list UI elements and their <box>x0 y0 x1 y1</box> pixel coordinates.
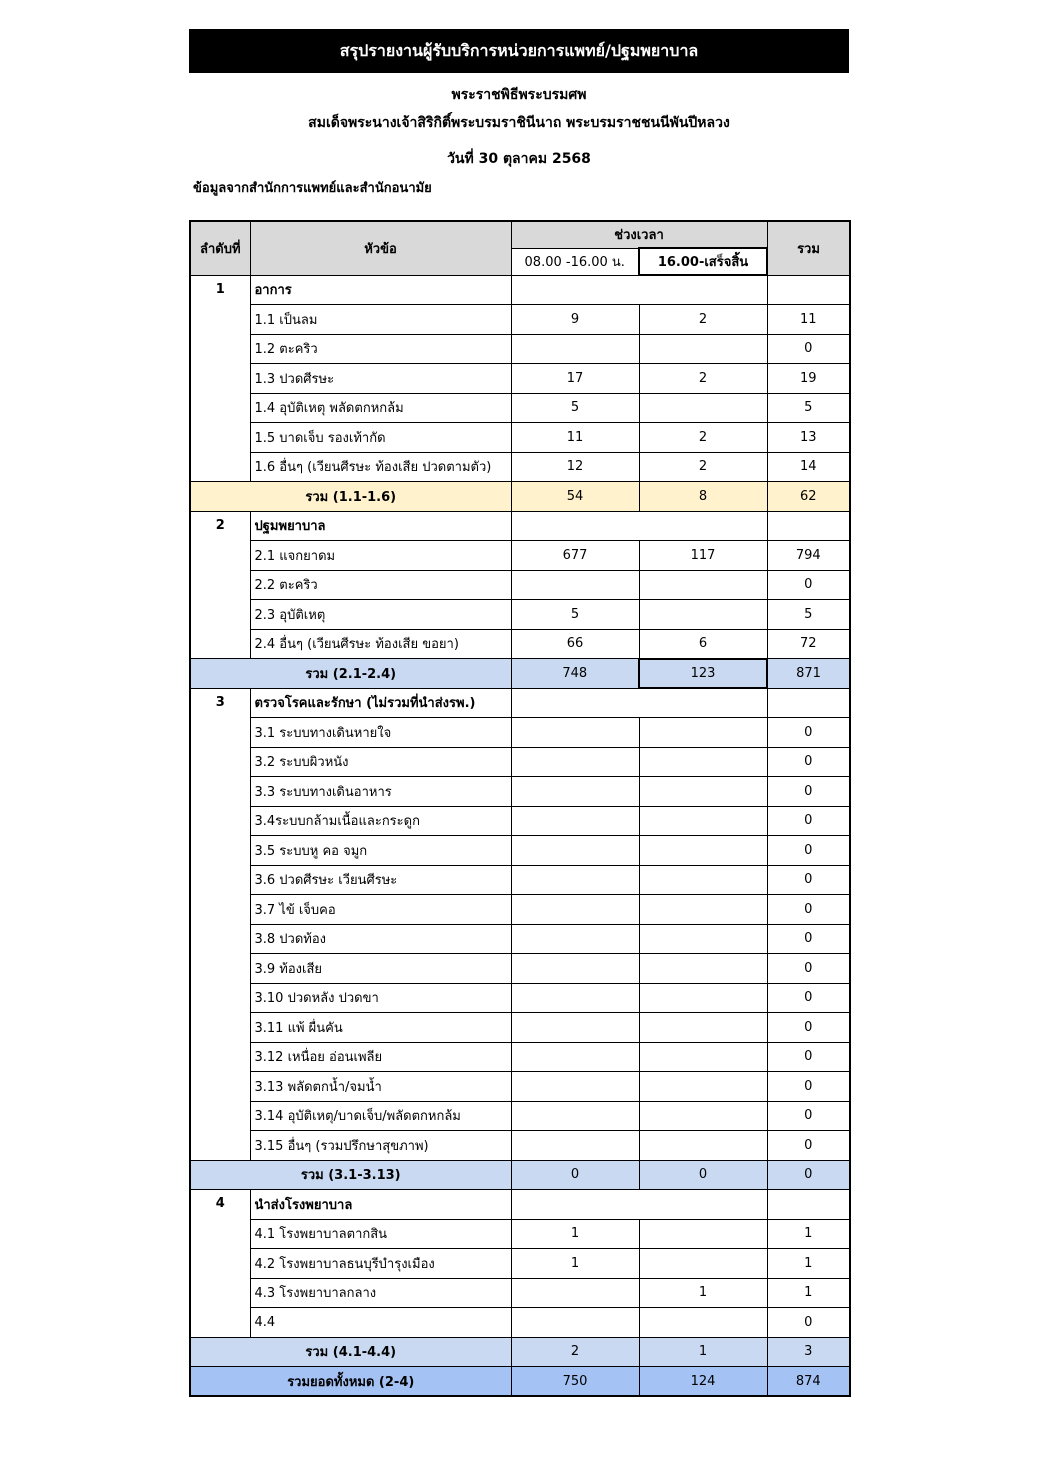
table-row <box>190 1249 850 1279</box>
row-value-day <box>511 1131 639 1161</box>
row-value-total: 0 <box>767 983 850 1013</box>
row-value-total: 13 <box>767 423 850 453</box>
section-sum-row <box>190 1337 850 1367</box>
row-value-day <box>511 895 639 925</box>
row-value-day: 66 <box>511 629 639 659</box>
sum-label: รวม (4.1-4.4) <box>190 1337 511 1367</box>
row-value-day: 5 <box>511 393 639 423</box>
row-value-day <box>511 1072 639 1102</box>
row-value-total: 0 <box>767 1131 850 1161</box>
grand-value-day: 750 <box>511 1367 639 1397</box>
row-value-day: 12 <box>511 452 639 482</box>
section-title: ปฐมพยาบาล <box>250 511 511 541</box>
row-label: 1.5 บาดเจ็บ รองเท้ากัด <box>250 423 511 453</box>
table-row <box>190 629 850 659</box>
table-row <box>190 954 850 984</box>
row-value-evening <box>639 1249 767 1279</box>
row-label: 3.14 อุบัติเหตุ/บาดเจ็บ/พลัดตกหกล้ม <box>250 1101 511 1131</box>
row-value-day <box>511 836 639 866</box>
report-date: วันที่ 30 ตุลาคม 2568 <box>447 151 591 167</box>
row-value-evening <box>639 600 767 630</box>
row-value-day <box>511 570 639 600</box>
table-row <box>190 1072 850 1102</box>
row-label: 3.4ระบบกล้ามเนื้อและกระดูก <box>250 806 511 836</box>
table-row <box>190 1101 850 1131</box>
row-value-day <box>511 1308 639 1338</box>
row-value-evening <box>639 954 767 984</box>
row-value-evening <box>639 1072 767 1102</box>
sum-value-evening: 8 <box>639 482 767 512</box>
table-row <box>190 423 850 453</box>
sum-label: รวม (3.1-3.13) <box>190 1160 511 1190</box>
row-label: 2.3 อุบัติเหตุ <box>250 600 511 630</box>
section-blank <box>511 1190 767 1220</box>
row-value-day <box>511 1013 639 1043</box>
header-period: ช่วงเวลา <box>511 221 767 248</box>
header-total: รวม <box>767 221 850 275</box>
sum-value-day: 54 <box>511 482 639 512</box>
row-label: 1.4 อุบัติเหตุ พลัดตกหกล้ม <box>250 393 511 423</box>
header-period-day: 08.00 -16.00 น. <box>511 248 639 275</box>
row-value-evening: 2 <box>639 423 767 453</box>
report-title: สรุปรายงานผู้รับบริการหน่วยการแพทย์/ปฐมพยาบาล <box>189 29 849 73</box>
row-value-total: 0 <box>767 718 850 748</box>
table-row <box>190 393 850 423</box>
row-value-day: 1 <box>511 1249 639 1279</box>
row-label: 3.1 ระบบทางเดินหายใจ <box>250 718 511 748</box>
row-label: 3.8 ปวดท้อง <box>250 924 511 954</box>
row-value-evening: 6 <box>639 629 767 659</box>
row-value-day <box>511 924 639 954</box>
row-value-total: 0 <box>767 1013 850 1043</box>
row-value-total: 1 <box>767 1219 850 1249</box>
row-label: 3.5 ระบบหู คอ จมูก <box>250 836 511 866</box>
row-value-total: 0 <box>767 1042 850 1072</box>
row-label: 2.4 อื่นๆ (เวียนศีรษะ ท้องเสีย ขอยา) <box>250 629 511 659</box>
sum-value-day: 2 <box>511 1337 639 1367</box>
row-label: 1.3 ปวดศีรษะ <box>250 364 511 394</box>
sum-value-total: 62 <box>767 482 850 512</box>
section-title-row <box>190 511 850 541</box>
table-row <box>190 452 850 482</box>
row-value-evening: 2 <box>639 364 767 394</box>
row-label: 3.13 พลัดตกน้ำ/จมน้ำ <box>250 1072 511 1102</box>
section-blank-total <box>767 275 850 305</box>
row-value-total: 0 <box>767 334 850 364</box>
row-label: 2.2 ตะคริว <box>250 570 511 600</box>
section-sum-row <box>190 482 850 512</box>
sum-value-evening: 1 <box>639 1337 767 1367</box>
grand-value-evening: 124 <box>639 1367 767 1397</box>
row-value-total: 1 <box>767 1249 850 1279</box>
table-row <box>190 895 850 925</box>
sum-value-evening: 0 <box>639 1160 767 1190</box>
ceremony-title: พระราชพิธีพระบรมศพ <box>451 87 587 103</box>
row-value-evening: 2 <box>639 305 767 335</box>
row-value-evening <box>639 924 767 954</box>
section-blank-total <box>767 688 850 718</box>
table-row <box>190 924 850 954</box>
row-value-total: 0 <box>767 747 850 777</box>
header-period-evening: 16.00-เสร็จสิ้น <box>639 248 767 275</box>
grand-total-row <box>190 1367 850 1397</box>
row-value-total: 0 <box>767 806 850 836</box>
table-row <box>190 865 850 895</box>
section-title: นำส่งโรงพยาบาล <box>250 1190 511 1220</box>
row-value-total: 0 <box>767 836 850 866</box>
row-value-evening <box>639 1308 767 1338</box>
row-label: 3.11 แพ้ ผื่นคัน <box>250 1013 511 1043</box>
row-label: 3.6 ปวดศีรษะ เวียนศีรษะ <box>250 865 511 895</box>
row-value-evening <box>639 1101 767 1131</box>
row-value-total: 0 <box>767 1101 850 1131</box>
section-number: 1 <box>190 275 250 482</box>
table-row <box>190 806 850 836</box>
row-label: 4.1 โรงพยาบาลตากสิน <box>250 1219 511 1249</box>
row-label: 3.10 ปวดหลัง ปวดขา <box>250 983 511 1013</box>
row-value-evening <box>639 718 767 748</box>
report-table <box>189 220 851 1397</box>
row-value-total: 72 <box>767 629 850 659</box>
row-value-day: 677 <box>511 541 639 571</box>
table-row <box>190 1308 850 1338</box>
section-title-row <box>190 1190 850 1220</box>
sum-value-evening: 123 <box>639 659 767 689</box>
row-value-evening: 1 <box>639 1278 767 1308</box>
row-value-evening <box>639 1131 767 1161</box>
grand-value-total: 874 <box>767 1367 850 1397</box>
row-value-evening: 117 <box>639 541 767 571</box>
section-number: 3 <box>190 688 250 1160</box>
row-value-evening <box>639 865 767 895</box>
row-value-day <box>511 865 639 895</box>
row-label: 3.7 ไข้ เจ็บคอ <box>250 895 511 925</box>
table-row <box>190 718 850 748</box>
row-label: 3.15 อื่นๆ (รวมปรึกษาสุขภาพ) <box>250 1131 511 1161</box>
row-value-evening <box>639 983 767 1013</box>
row-value-evening <box>639 570 767 600</box>
table-row <box>190 570 850 600</box>
row-value-day: 9 <box>511 305 639 335</box>
header-no: ลำดับที่ <box>190 221 250 275</box>
row-label: 4.4 <box>250 1308 511 1338</box>
row-label: 4.3 โรงพยาบาลกลาง <box>250 1278 511 1308</box>
row-value-day: 11 <box>511 423 639 453</box>
row-label: 3.2 ระบบผิวหนัง <box>250 747 511 777</box>
row-value-total: 0 <box>767 1072 850 1102</box>
sum-label: รวม (1.1-1.6) <box>190 482 511 512</box>
section-blank-total <box>767 511 850 541</box>
report-body <box>190 275 850 1396</box>
grand-label: รวมยอดทั้งหมด (2-4) <box>190 1367 511 1397</box>
sum-value-day: 0 <box>511 1160 639 1190</box>
table-row <box>190 1219 850 1249</box>
table-row <box>190 1278 850 1308</box>
row-value-evening <box>639 1042 767 1072</box>
row-value-total: 5 <box>767 393 850 423</box>
source-note: ข้อมูลจากสำนักการแพทย์และสำนักอนามัย <box>193 181 432 196</box>
section-blank <box>511 275 767 305</box>
sum-value-total: 871 <box>767 659 850 689</box>
table-row <box>190 1013 850 1043</box>
sum-value-total: 0 <box>767 1160 850 1190</box>
row-value-total: 0 <box>767 777 850 807</box>
row-value-day <box>511 983 639 1013</box>
row-value-evening <box>639 393 767 423</box>
row-value-day <box>511 1042 639 1072</box>
row-value-evening <box>639 895 767 925</box>
table-row <box>190 747 850 777</box>
row-value-day <box>511 718 639 748</box>
row-value-total: 0 <box>767 895 850 925</box>
row-label: 4.2 โรงพยาบาลธนบุรีบำรุงเมือง <box>250 1249 511 1279</box>
table-row <box>190 1131 850 1161</box>
section-sum-row <box>190 1160 850 1190</box>
table-row <box>190 305 850 335</box>
row-value-day <box>511 334 639 364</box>
row-value-evening: 2 <box>639 452 767 482</box>
row-value-day: 17 <box>511 364 639 394</box>
row-label: 3.12 เหนื่อย อ่อนเพลีย <box>250 1042 511 1072</box>
table-row <box>190 983 850 1013</box>
row-label: 3.3 ระบบทางเดินอาหาร <box>250 777 511 807</box>
row-value-day: 1 <box>511 1219 639 1249</box>
section-title: ตรวจโรคและรักษา (ไม่รวมที่นำส่งรพ.) <box>250 688 511 718</box>
row-value-evening <box>639 747 767 777</box>
table-row <box>190 334 850 364</box>
row-label: 1.2 ตะคริว <box>250 334 511 364</box>
sum-label: รวม (2.1-2.4) <box>190 659 511 689</box>
row-value-total: 0 <box>767 570 850 600</box>
row-value-total: 794 <box>767 541 850 571</box>
row-label: 3.9 ท้องเสีย <box>250 954 511 984</box>
row-label: 2.1 แจกยาดม <box>250 541 511 571</box>
row-value-day <box>511 747 639 777</box>
row-value-total: 14 <box>767 452 850 482</box>
row-value-total: 0 <box>767 1308 850 1338</box>
section-blank <box>511 688 767 718</box>
row-label: 1.6 อื่นๆ (เวียนศีรษะ ท้องเสีย ปวดตามตัว) <box>250 452 511 482</box>
table-row <box>190 541 850 571</box>
row-value-evening <box>639 334 767 364</box>
section-blank <box>511 511 767 541</box>
row-value-total: 19 <box>767 364 850 394</box>
table-row <box>190 364 850 394</box>
section-title-row <box>190 688 850 718</box>
row-value-day: 5 <box>511 600 639 630</box>
section-blank-total <box>767 1190 850 1220</box>
table-row <box>190 836 850 866</box>
section-title: อาการ <box>250 275 511 305</box>
section-number: 2 <box>190 511 250 659</box>
row-value-day <box>511 806 639 836</box>
row-value-evening <box>639 1013 767 1043</box>
row-value-day <box>511 1278 639 1308</box>
row-value-total: 0 <box>767 954 850 984</box>
row-value-evening <box>639 836 767 866</box>
table-row <box>190 600 850 630</box>
row-label: 1.1 เป็นลม <box>250 305 511 335</box>
section-title-row <box>190 275 850 305</box>
header-topic: หัวข้อ <box>250 221 511 275</box>
sum-value-total: 3 <box>767 1337 850 1367</box>
row-value-total: 0 <box>767 865 850 895</box>
row-value-evening <box>639 777 767 807</box>
row-value-evening <box>639 806 767 836</box>
row-value-total: 5 <box>767 600 850 630</box>
table-row <box>190 1042 850 1072</box>
row-value-day <box>511 1101 639 1131</box>
row-value-total: 11 <box>767 305 850 335</box>
sum-value-day: 748 <box>511 659 639 689</box>
ceremony-subtitle: สมเด็จพระนางเจ้าสิริกิติ์พระบรมราชินีนาถ พระบรมราชชนนีพันปีหลวง <box>308 115 730 131</box>
row-value-day <box>511 777 639 807</box>
row-value-total: 0 <box>767 924 850 954</box>
section-sum-row <box>190 659 850 689</box>
section-number: 4 <box>190 1190 250 1338</box>
row-value-day <box>511 954 639 984</box>
table-row <box>190 777 850 807</box>
row-value-total: 1 <box>767 1278 850 1308</box>
row-value-evening <box>639 1219 767 1249</box>
